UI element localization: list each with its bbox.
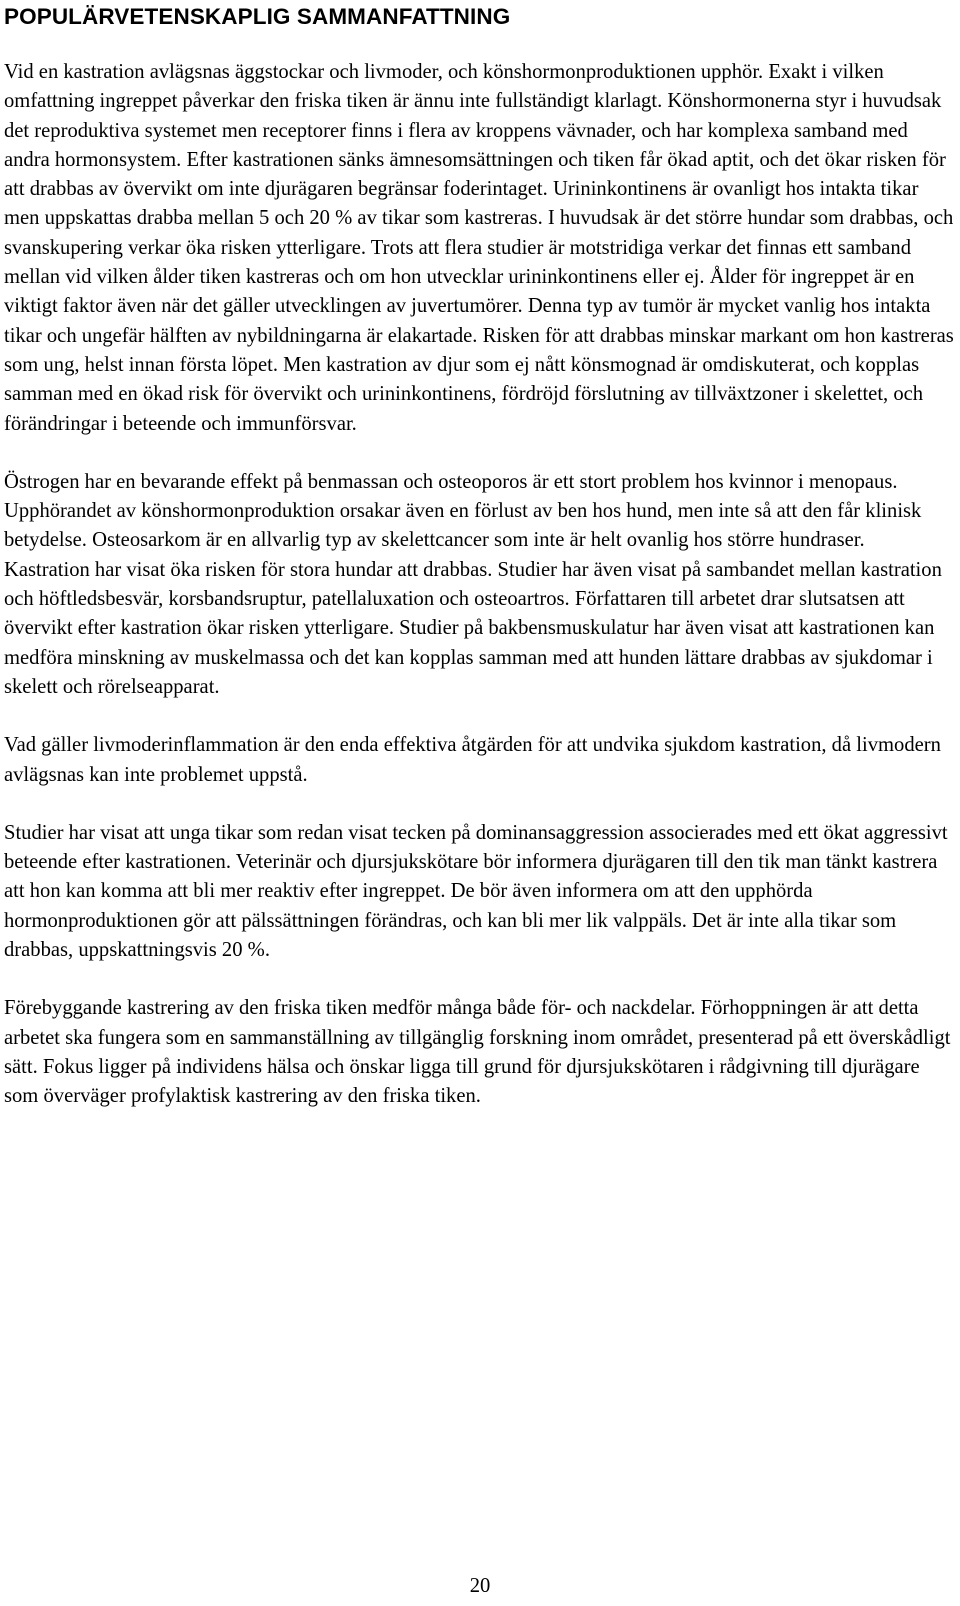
paragraph-bone-health: Östrogen har en bevarande effekt på benmassan och osteoporos är ett stort problem hos kvinnor i menopaus. Upphörandet av könshormonproduktion orsakar även en förlust av ben hos hund, men inte så att den får klinisk betydelse. Osteosarkom är en allvarlig typ av skelettcancer som inte är helt ovanlig hos större hundraser. Kastration har visat öka risken för stora hundar att drabbas. Studier har även visat på sambandet mellan kastration och höftledsbesvär, korsbandsruptur, patellaluxation och osteoartros. Författaren till arbetet drar slutsatsen att övervikt efter kastration ökar risken ytterligare. Studier på bakbensmuskulatur har även visat att kastrationen kan medföra minskning av muskelmassa och det kan kopplas samman med att hunden lättare drabbas av sjukdomar i skelett och rörelseapparat. [4,470,942,698]
paragraph-summary-intro: Vid en kastration avlägsnas äggstockar och livmoder, och könshormonproduktionen upphör. Exakt i vilken omfattning ingreppet påverkar den friska tiken är ännu inte fullständigt klarlagt. Könshormonerna styr i huvudsak det reproduktiva systemet men receptorer finns i flera av kroppens vävnader, och har komplexa samband med andra hormonsystem. Efter kastrationen sänks ämnesomsättningen och tiken får ökad aptit, och det ökar risken för att drabbas av övervikt om inte djurägaren begränsar foderintaget. Urininkontinens är ovanligt hos intakta tikar men uppskattas drabba mellan 5 och 20 % av tikar som kastreras. I huvudsak är det större hundar som drabbas, och svanskupering verkar öka risken ytterligare. Trots att flera studier är motstridiga verkar det finnas ett samband mellan vid vilken ålder tiken kastreras och om hon utvecklar urininkontinens eller ej. Ålder för ingreppet är en viktigt faktor även när det gäller utvecklingen av juvertumörer. Denna typ av tumör är mycket vanlig hos intakta tikar och ungefär hälften av nybildningarna är elakartade. Risken för att drabbas minskar markant om hon kastreras som ung, helst innan första löpet. Men kastration av djur som ej nått könsmognad är omdiskuterat, och kopplas samman med en ökad risk för övervikt och urininkontinens, fördröjd förslutning av tillväxtzoner i skelettet, och förändringar i beteende och immunförsvar. [4,61,954,435]
document-page [4,0,954,1112]
page-number: 20 [469,1575,491,1597]
paragraph-conclusion: Förebyggande kastrering av den friska tiken medför många både för- och nackdelar. Förhoppningen är att detta arbetet ska fungera som en sammanställning av tillgänglig forskning inom området, presenterad på ett överskådligt sätt. Fokus ligger på individens hälsa och önskar ligga till grund för djursjukskötaren i rådgivning till djurägare som överväger profylaktisk kastrering av den friska tiken. [4,997,951,1108]
section-heading: POPULÄRVETENSKAPLIG SAMMANFATTNING [4,4,511,29]
paragraph-uterine-inflammation: Vad gäller livmoderinflammation är den enda effektiva åtgärden för att undvika sjukdom kastration, då livmodern avlägsnas kan inte problemet uppstå. [4,734,941,786]
paragraph-behaviour: Studier har visat att unga tikar som redan visat tecken på dominansaggression associerades med ett ökat aggressivt beteende efter kastrationen. Veterinär och djursjukskötare bör informera djurägaren till den tik man tänkt kastrera att hon kan komma att bli mer reaktiv efter ingreppet. De bör även informera om att den upphörda hormonproduktionen gör att pälssättningen förändras, och kan bli mer lik valppäls. Det är inte alla tikar som drabbas, uppskattningsvis 20 %. [4,821,948,962]
